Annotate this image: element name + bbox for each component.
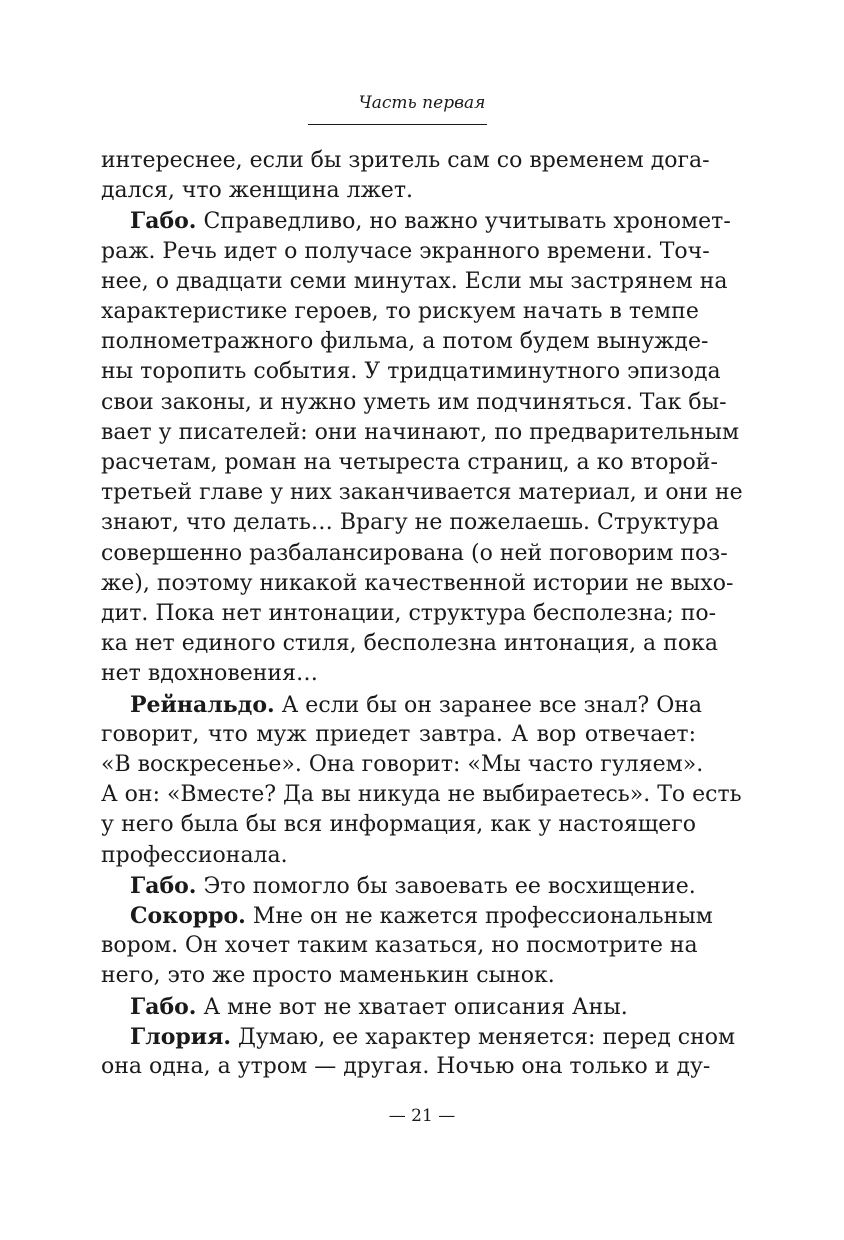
line-text: А мне вот не хватает описания Аны. [203, 994, 628, 1020]
speaker-name: Габо. [130, 208, 197, 235]
text-line [101, 1022, 736, 1052]
line-text: Мне он не кажется профессиональным [252, 904, 713, 929]
text-line [101, 508, 720, 538]
line-text: знают, что делать… Врагу не пожелаешь. Структура [101, 510, 720, 536]
text-line [101, 659, 696, 689]
text-line [101, 448, 718, 478]
text-line [101, 931, 696, 961]
text-line [101, 841, 696, 871]
line-text: характеристике героев, то рискуем начать в темпе [101, 299, 699, 324]
line-text: нее, о двадцати семи минутах. Если мы застрянем на [101, 268, 728, 294]
text-line [101, 418, 740, 448]
line-text: него, это же просто маменькин сынок. [101, 963, 555, 989]
line-text: «В воскресенье». Она говорит: «Мы часто гуляем». [101, 752, 704, 777]
text-line [101, 237, 710, 267]
running-head: Часть первая [358, 93, 486, 113]
text-line [101, 478, 743, 508]
text-line [101, 267, 728, 297]
line-text: третьей главе у них заканчивается материал, и они не [101, 480, 743, 506]
speaker-name: Сокорро. [130, 903, 246, 929]
line-text: полнометражного фильма, а потом будем вынужде- [101, 329, 709, 355]
line-text: А если бы он заранее все знал? Она [281, 692, 703, 718]
line-text: Думаю, ее характер меняется: перед сном [238, 1024, 736, 1050]
text-line [101, 810, 696, 840]
page-number: — 21 — [388, 1106, 456, 1126]
text-line [101, 901, 713, 931]
text-line [101, 750, 704, 780]
line-text: же), поэтому никакой качественной истории не выхо- [101, 570, 734, 596]
text-line [101, 629, 718, 659]
text-line [101, 961, 696, 991]
line-text: совершенно разбалансирована (о ней поговорим поз- [101, 540, 728, 566]
line-text: она одна, а утром — другая. Ночью она только и ду- [101, 1054, 711, 1079]
line-text: раж. Речь идет о получасе экранного времени. Точ- [101, 238, 710, 264]
text-line [101, 327, 709, 357]
line-text: вором. Он хочет таким казаться, но посмотрите на [101, 933, 698, 959]
text-line [101, 599, 717, 629]
text-line [101, 146, 710, 176]
line-text: вает у писателей: они начинают, по предварительным [101, 419, 740, 445]
line-text: нет вдохновения… [101, 661, 318, 687]
speaker-name: Рейнальдо. [130, 691, 275, 718]
text-line [101, 569, 734, 599]
text-line [101, 780, 742, 810]
text-line [101, 206, 731, 236]
text-line [101, 297, 699, 327]
line-text: А он: «Вместе? Да вы никуда не выбираетесь». То есть [101, 782, 742, 808]
line-text: говорит, что муж приедет завтра. А вор отвечает: [101, 721, 696, 747]
line-text: Справедливо, но важно учитывать хрономет- [203, 209, 731, 235]
line-text: интереснее, если бы зритель сам со временем дога- [101, 148, 710, 173]
line-text: ка нет единого стиля, бесполезна интонация, а пока [101, 631, 718, 657]
speaker-name: Габо. [130, 872, 197, 899]
line-text: дался, что женщина лжет. [101, 178, 413, 204]
header-rule [308, 124, 487, 125]
line-text: дит. Пока нет интонации, структура бесполезна; по- [101, 601, 717, 626]
line-text: расчетам, роман на четыреста страниц, а ко второй- [101, 450, 718, 475]
text-line [101, 1052, 711, 1082]
line-text: свои законы, и нужно уметь им подчиняться. Так бы- [101, 389, 727, 415]
text-line [101, 539, 728, 569]
speaker-name: Глория. [130, 1023, 231, 1050]
text-line [101, 176, 696, 206]
text-line [101, 357, 721, 387]
line-text: у него была бы вся информация, как у настоящего [101, 812, 696, 838]
line-text: ны торопить события. У тридцатиминутного эпизода [101, 359, 721, 385]
text-line [101, 388, 727, 418]
text-line [101, 871, 696, 901]
text-line [101, 690, 703, 720]
line-text: Это помогло бы завоевать ее восхищение. [203, 873, 696, 899]
text-line [101, 720, 696, 750]
speaker-name: Габо. [130, 993, 197, 1020]
line-text: профессионала. [101, 842, 288, 868]
text-line [101, 992, 696, 1022]
